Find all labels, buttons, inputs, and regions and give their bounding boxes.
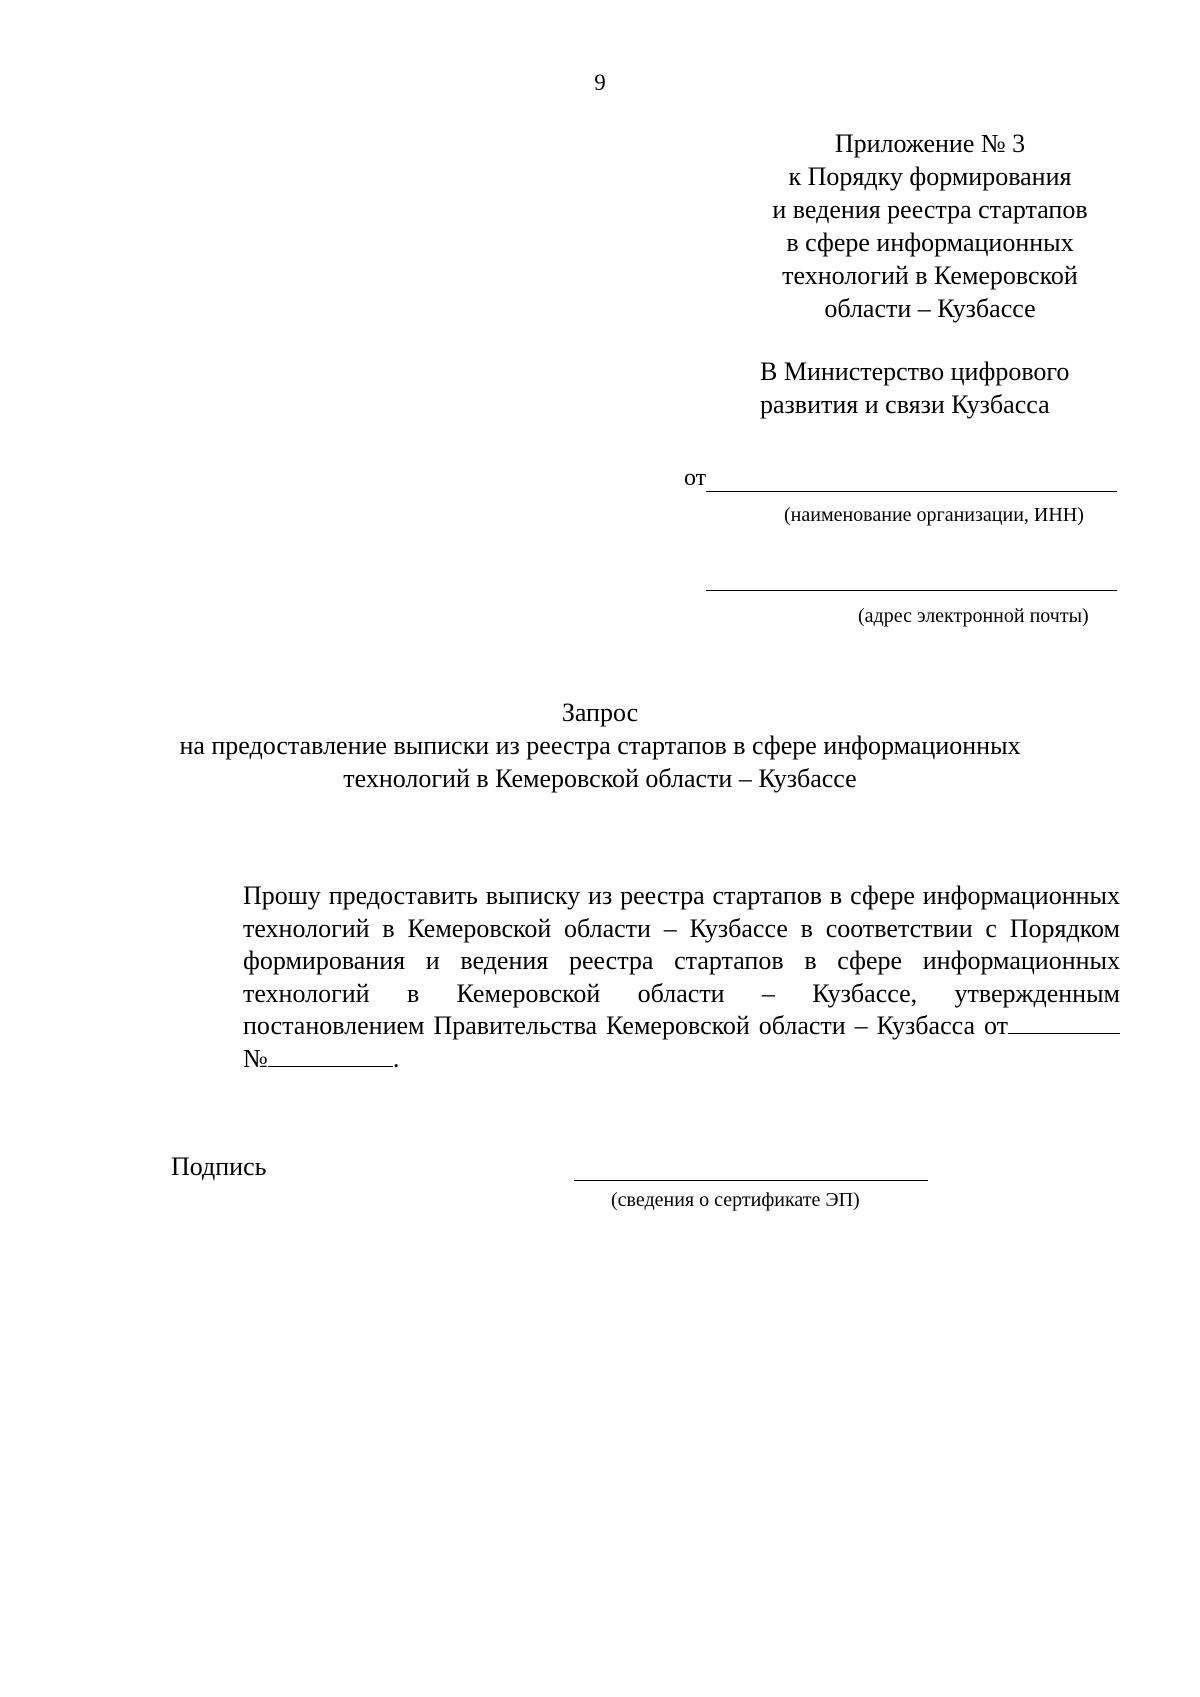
date-blank[interactable] [1008,1011,1120,1034]
title-line: Запрос [561,698,639,727]
recipient-line: развития и связи Кузбасса [760,390,1050,419]
request-title [140,696,1060,795]
recipient-block [760,355,1115,421]
recipient-line: В Министерство цифрового [760,357,1070,386]
appendix-line: Приложение № 3 [834,129,1026,158]
appendix-line: и ведения реестра стартапов [772,195,1088,224]
signature-blank-line[interactable] [574,1180,928,1181]
signature-caption: (сведения о сертификате ЭП) [611,1189,860,1211]
number-sign: № [243,1043,268,1073]
organization-blank-line[interactable] [706,491,1117,492]
signature-label: Подпись [171,1152,267,1181]
appendix-line: области – Кузбассе [824,294,1036,323]
appendix-line: к Порядку формирования [788,162,1072,191]
title-line: технологий в Кемеровской области – Кузбассе [343,764,857,793]
appendix-line: технологий в Кемеровской [782,261,1078,290]
appendix-line: в сфере информационных [786,228,1074,257]
body-text: Прошу предоставить выписку из реестра стартапов в сфере информационных технологий в Кемеровской области – Кузбассе в соответствии с Порядком формирования и ведения реестра стартапов в сфере информационных технологий в Кемеровской области – Кузбассе, утвержденным постановлением Правительства Кемеровской области – Кузбасса от [243,881,1120,1040]
request-body [171,880,1120,1075]
sentence-end: . [392,1043,400,1073]
appendix-header [755,127,1105,325]
from-label: от [684,465,707,491]
number-blank[interactable] [268,1044,393,1067]
email-blank-line[interactable] [706,590,1117,591]
email-caption: (адрес электронной почты) [858,605,1089,627]
page-number: 9 [594,70,606,95]
organization-caption: (наименование организации, ИНН) [784,504,1084,526]
title-line: на предоставление выписки из реестра стартапов в сфере информационных [179,731,1021,760]
